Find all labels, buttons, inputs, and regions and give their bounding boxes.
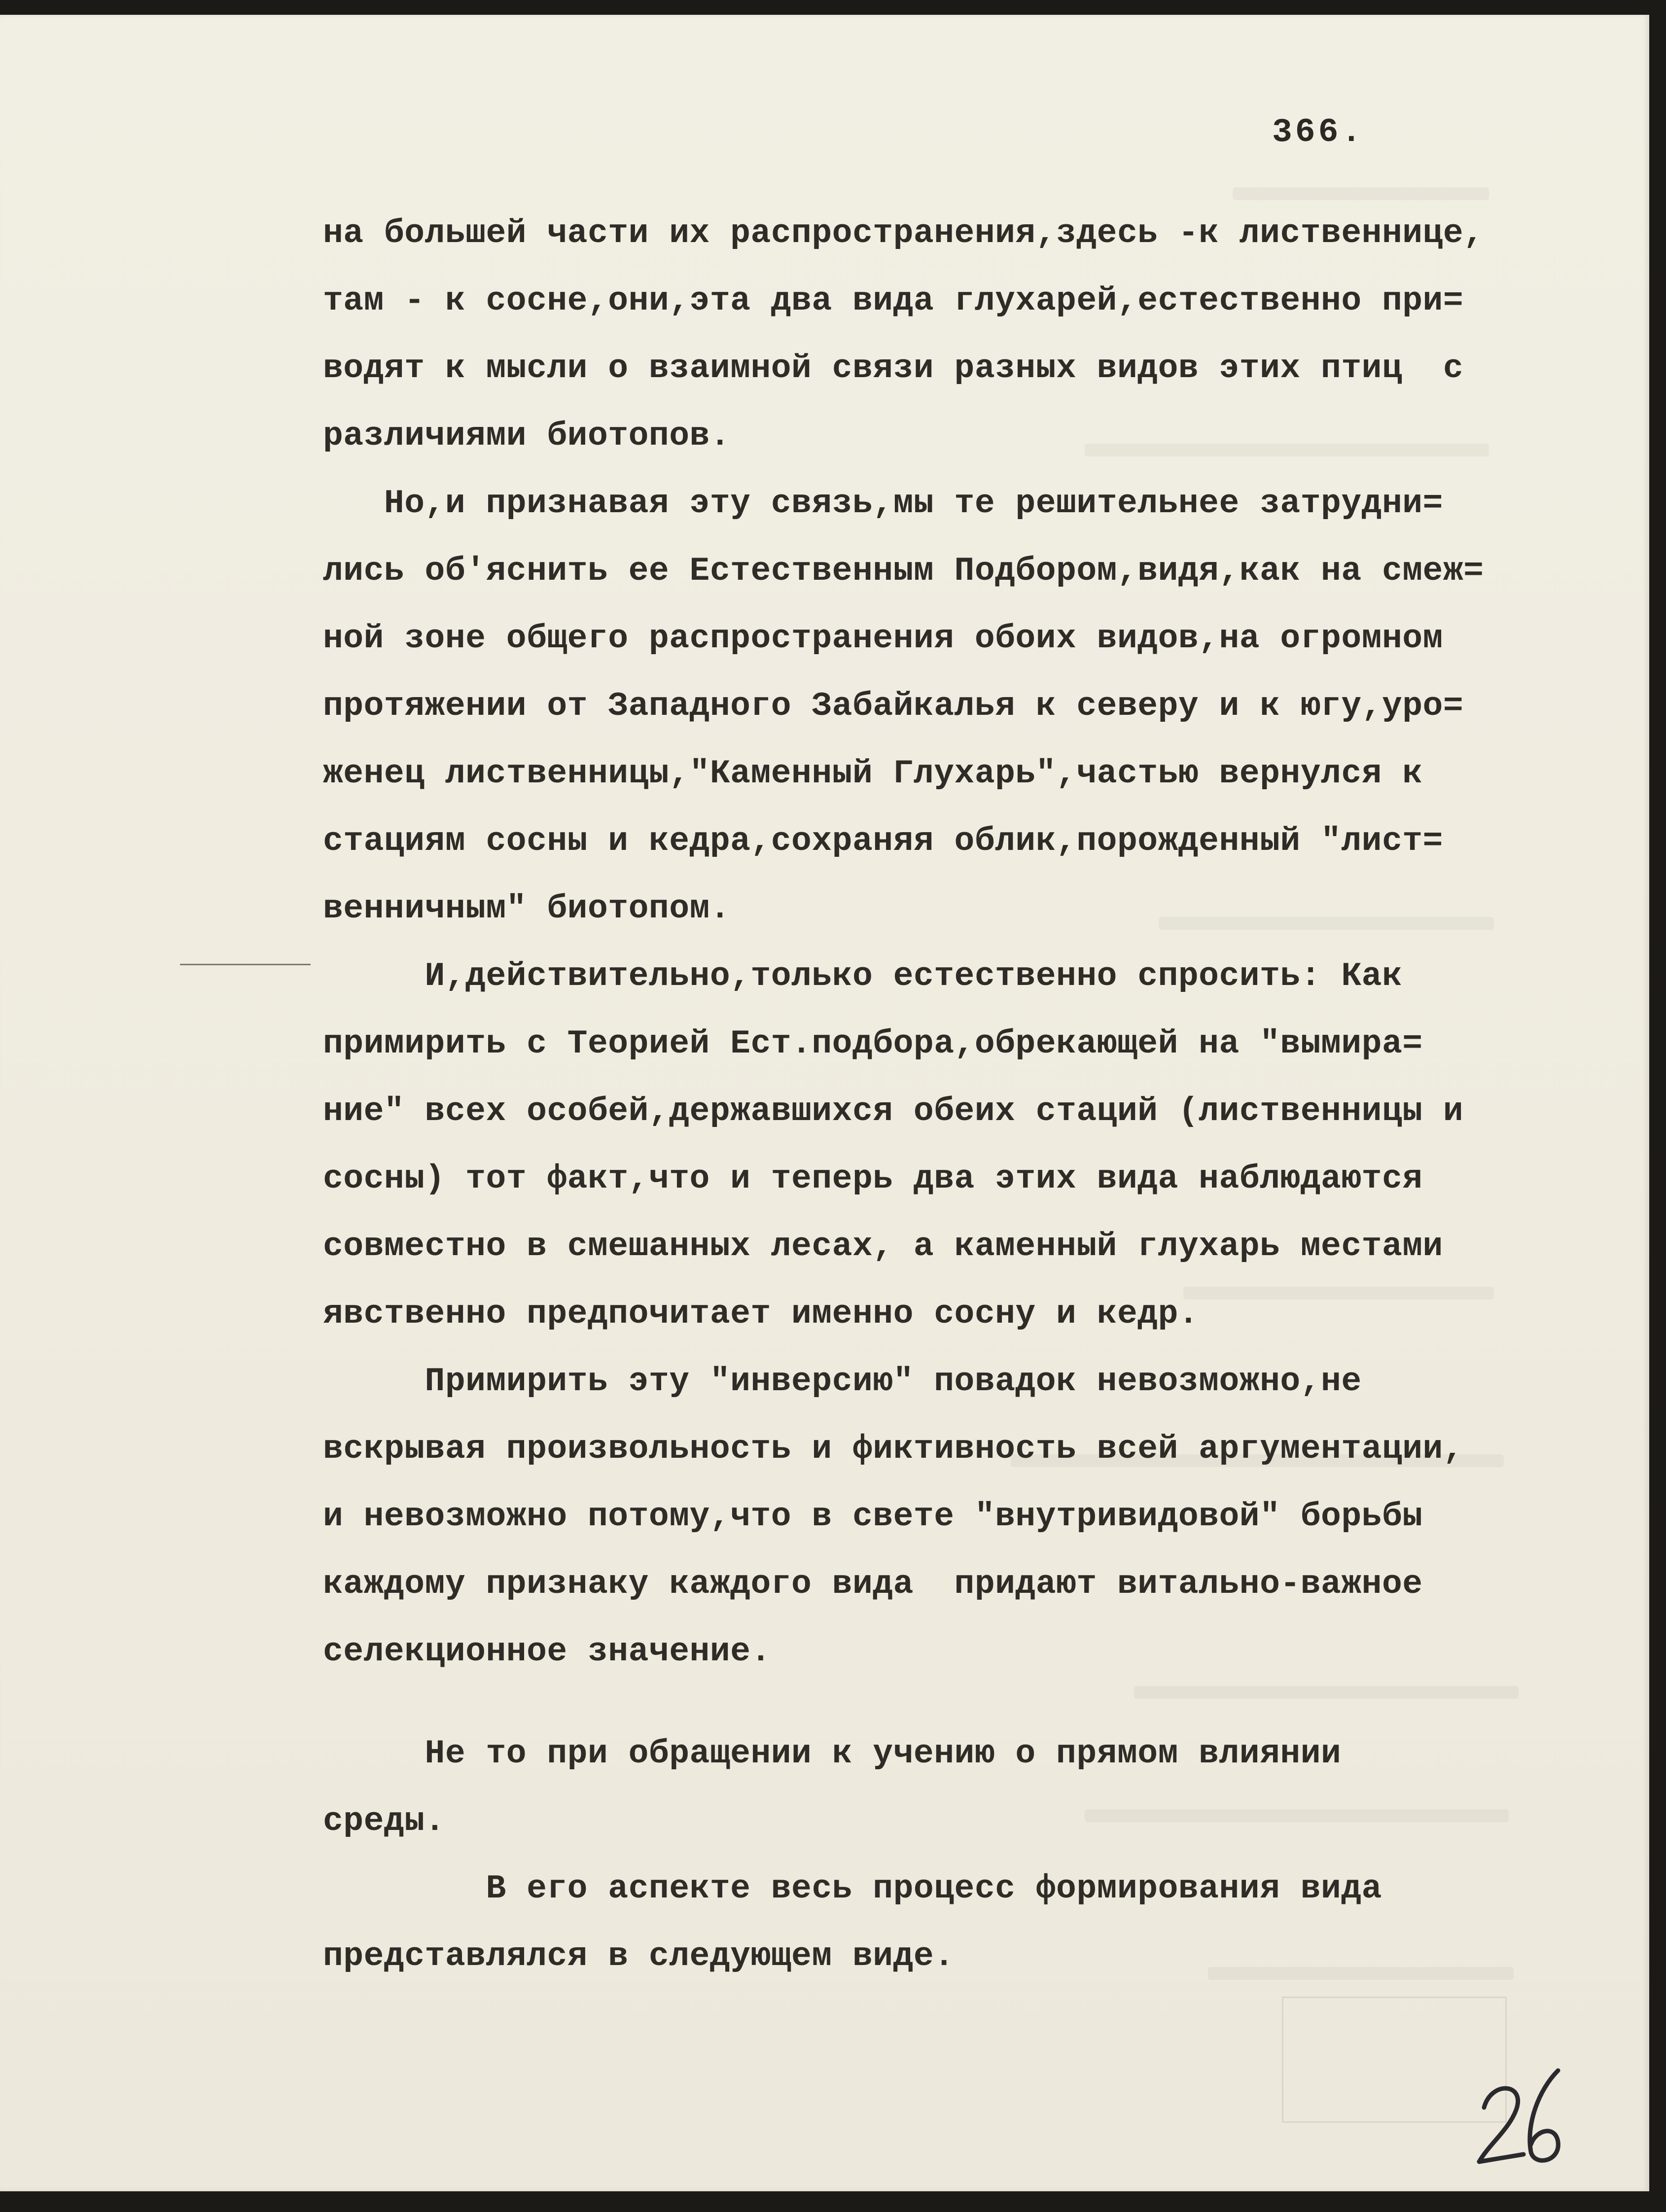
text-line: представлялся в следующем виде. (323, 1937, 955, 1975)
text-line: венничным" биотопом. (323, 890, 731, 928)
text-line: и невозможно потому,что в свете "внутривидовой" борьбы (323, 1498, 1423, 1536)
text-line: совместно в смешанных лесах, а каменный глухарь местами (323, 1228, 1443, 1265)
text-line: явственно предпочитает именно сосну и кедр. (323, 1295, 1199, 1333)
text-line: лись об'яснить ее Естественным Подбором,видя,как на смеж= (323, 552, 1484, 590)
text-line: водят к мысли о взаимной связи разных видов этих птиц с (323, 350, 1464, 387)
text-line: примирить с Теорией Ест.подбора,обрекающей на "вымира= (323, 1025, 1423, 1063)
text-line: селекционное значение. (323, 1633, 771, 1671)
text-line: Не то при обращении к учению о прямом влиянии (323, 1735, 1342, 1773)
show-through-line (1233, 187, 1489, 200)
text-line: ние" всех особей,державшихся обеих стаций (лиственницы и (323, 1092, 1464, 1130)
text-line: протяжении от Западного Забайкалья к северу и к югу,уро= (323, 687, 1464, 725)
margin-pencil-mark (180, 964, 311, 965)
text-line: И,действительно,только естественно спросить: Как (323, 957, 1403, 995)
text-line: стациям сосны и кедра,сохраняя облик,порожденный "лист= (323, 822, 1443, 860)
text-line: вскрывая произвольность и фиктивность всей аргументации, (323, 1430, 1464, 1468)
page-number: 366. (1272, 113, 1365, 151)
text-line: каждому признаку каждого вида придают витально-важное (323, 1565, 1423, 1603)
text-line: Примирить эту "инверсию" повадок невозможно,не (323, 1363, 1362, 1401)
text-line: там - к сосне,они,эта два вида глухарей,естественно при= (323, 282, 1464, 320)
text-line: В его аспекте весь процесс формирования вида (323, 1870, 1382, 1908)
text-line: среды. (323, 1802, 445, 1840)
text-line: ной зоне общего распространения обоих видов,на огромном (323, 620, 1443, 658)
handwritten-digit-6 (1530, 2071, 1559, 2160)
text-line: Но,и признавая эту связь,мы те решительнее затрудни= (323, 485, 1443, 523)
handwritten-folio-number (1469, 2061, 1568, 2169)
text-line: различиями биотопов. (323, 417, 731, 455)
text-line: женец лиственницы,"Каменный Глухарь",частью вернулся к (323, 755, 1423, 793)
text-line: на большей части их распространения,здесь -к лиственнице, (323, 214, 1484, 252)
typewritten-body (323, 200, 1585, 1990)
text-line: сосны) тот факт,что и теперь два этих вида наблюдаются (323, 1160, 1423, 1198)
handwritten-digit-2 (1479, 2088, 1524, 2162)
paragraph-gap (323, 1685, 1585, 1720)
